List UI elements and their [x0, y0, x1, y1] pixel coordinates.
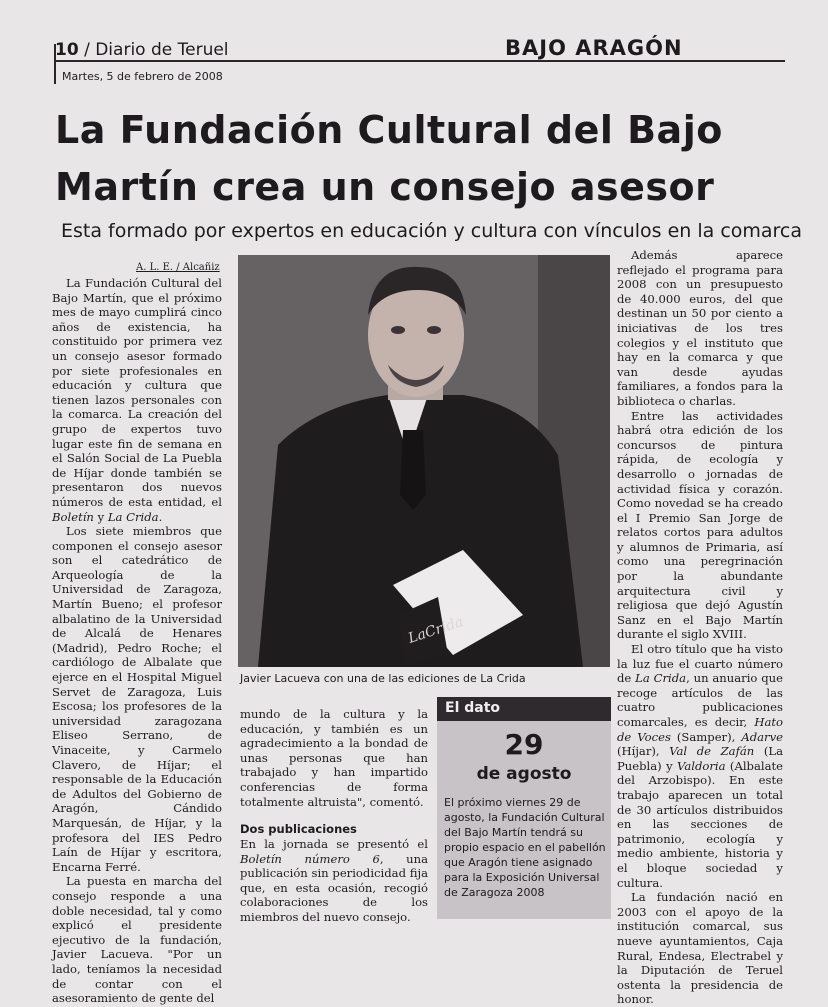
- subheadline: Esta formado por expertos en educación y cultura con vínculos en la comarca: [61, 220, 803, 242]
- header-separator: /: [78, 40, 96, 60]
- text-run: (Samper),: [670, 729, 742, 744]
- text-run: En la jornada se presentó el: [240, 837, 428, 851]
- publication-name: Valdoria: [677, 758, 726, 773]
- paragraph: Entre las actividades habrá otra edición de los concursos de pintura rápida, de ecología y desarrollo o jornadas de actividad física y corazón. Como novedad se ha creado el I Premio San Jorge de relatos cortos para adultos y alumnos de Primaria, así como una peregrinación por la abundante arquitectura civil y religiosa que dejó Agustín Sanz en el Bajo Martín durante el siglo XVIII.: [617, 408, 783, 642]
- section-title: BAJO ARAGÓN: [505, 36, 683, 60]
- paragraph: La fundación nació en 2003 con el apoyo de la institución comarcal, sus nueve ayuntamientos, Caja Rural, Endesa, Electrabel y la Diputación de Teruel ostenta la presidencia de honor.: [617, 890, 783, 1007]
- publication-name: Hato de Voces: [617, 715, 783, 744]
- text-run: El otro título que ha visto la luz fue el cuarto número de: [617, 642, 783, 686]
- article-photo: [238, 255, 610, 667]
- page-number: 10: [55, 40, 79, 60]
- article-column-3: [617, 248, 783, 1007]
- section-subtitle: Dos publicaciones: [240, 822, 357, 836]
- fact-box-date: de agosto: [476, 764, 572, 784]
- headline-line-1: La Fundación Cultural del Bajo: [55, 108, 723, 152]
- article-column-1: [52, 276, 222, 1006]
- text-run: , un anuario que recoge artículos de las cuatro publicaciones comarcales, es decir,: [617, 671, 783, 729]
- page-header: [55, 40, 229, 60]
- publication-name: Boletín: [52, 509, 94, 524]
- text-run: (La Puebla) y: [617, 744, 783, 773]
- paragraph: Los siete miembros que componen el consejo asesor son el catedrático de Arqueología de la Universidad de Zaragoza, Martín Bueno; el profesor albalatino de la Universidad de Alcalá de Henares (Madrid), Pedro Roche; el cardiólogo de Albalate que ejerce en el Hospital Miguel Servet de Zaragoza, Luis Escosa; los profesores de la universidad zaragozana Eliseo Serrano, de Vinaceite, y Carmelo Clavero, de Híjar; el responsable de la Educación de Adultos del Gobierno de Aragón, Cándido Marquesán, de Híjar, y la profesora del IES Pedro Laín de Híjar y escritora, Encarna Ferré.: [52, 524, 222, 874]
- headline: [55, 102, 795, 216]
- text-run: .: [158, 509, 163, 524]
- text-run: La Fundación Cultural del Bajo Martín, que el próximo mes de mayo cumplirá cinco años de existencia, ha constituido por primera vez un consejo asesor formado por siete profesionales en educación y cultura que tienen lazos personales con la comarca. La creación del grupo de expertos tuvo lugar este fin de semana en el Salón Social de La Puebla de Híjar donde también se presentaron dos nuevos números de esta entidad, el: [52, 276, 222, 509]
- fact-box-number: 29: [504, 728, 544, 761]
- publication-name: Boletín número 6: [240, 851, 380, 866]
- portrait-illustration: [238, 255, 610, 667]
- paragraph: mundo de la cultura y la educación, y también es un agradecimiento a la bondad de unas personas que han trabajado y han impartido conferencias de forma totalmente altruista", comentó.: [240, 707, 428, 809]
- newspaper-name: Diario de Teruel: [95, 40, 229, 60]
- publication-name: Adarve: [741, 729, 783, 744]
- publication-name: La Crida: [107, 509, 159, 524]
- text-run: y: [93, 509, 108, 524]
- paragraph: [617, 642, 783, 890]
- paragraph: [52, 276, 222, 524]
- text-run: (Híjar),: [617, 744, 670, 759]
- byline: A. L. E. / Alcañiz: [136, 262, 220, 273]
- paragraph: [240, 837, 428, 925]
- publication-name: Val de Zafán: [669, 744, 755, 759]
- text-run: , una publicación sin periodicidad fija que, en esta ocasión, recogió colaboraciones de los miembros del nuevo consejo.: [240, 851, 428, 924]
- publication-name: La Crida: [635, 671, 687, 686]
- text-run: (Albalate del Arzobispo). En este trabajo aparecen un total de 30 artículos distribuidos en las secciones de patrimonio, ecología y medio ambiente, historia y el bloque sociedad y cultura.: [617, 758, 783, 890]
- paragraph: La puesta en marcha del consejo responde a una doble necesidad, tal y como explicó el presidente ejecutivo de la fundación, Javier Lacueva. "Por un lado, teníamos la necesidad de contar con el asesoramiento de gente del: [52, 874, 222, 1006]
- article-column-2-continued: [240, 837, 428, 925]
- fact-box-text: El próximo viernes 29 de agosto, la Fundación Cultural del Bajo Martín tendrá su propio espacio en el pabellón que Aragón tiene asignado para la Exposición Universal de Zaragoza 2008: [444, 796, 606, 899]
- paragraph: Además aparece reflejado el programa para 2008 con un presupuesto de 40.000 euros, del que destinan un 50 por ciento a iniciativas de los tres colegios y el instituto que hay en la comarca y que van desde ayudas familiares, a fondos para la biblioteca o charlas.: [617, 248, 783, 408]
- photo-caption: Javier Lacueva con una de las ediciones de La Crida: [240, 672, 526, 685]
- article-column-2: [240, 707, 428, 809]
- issue-date: Martes, 5 de febrero de 2008: [62, 70, 223, 83]
- fact-box-title: El dato: [445, 700, 501, 716]
- header-rule: [55, 60, 785, 62]
- headline-line-2: Martín crea un consejo asesor: [55, 165, 715, 209]
- book-cover-text: LaCrida: [406, 614, 466, 647]
